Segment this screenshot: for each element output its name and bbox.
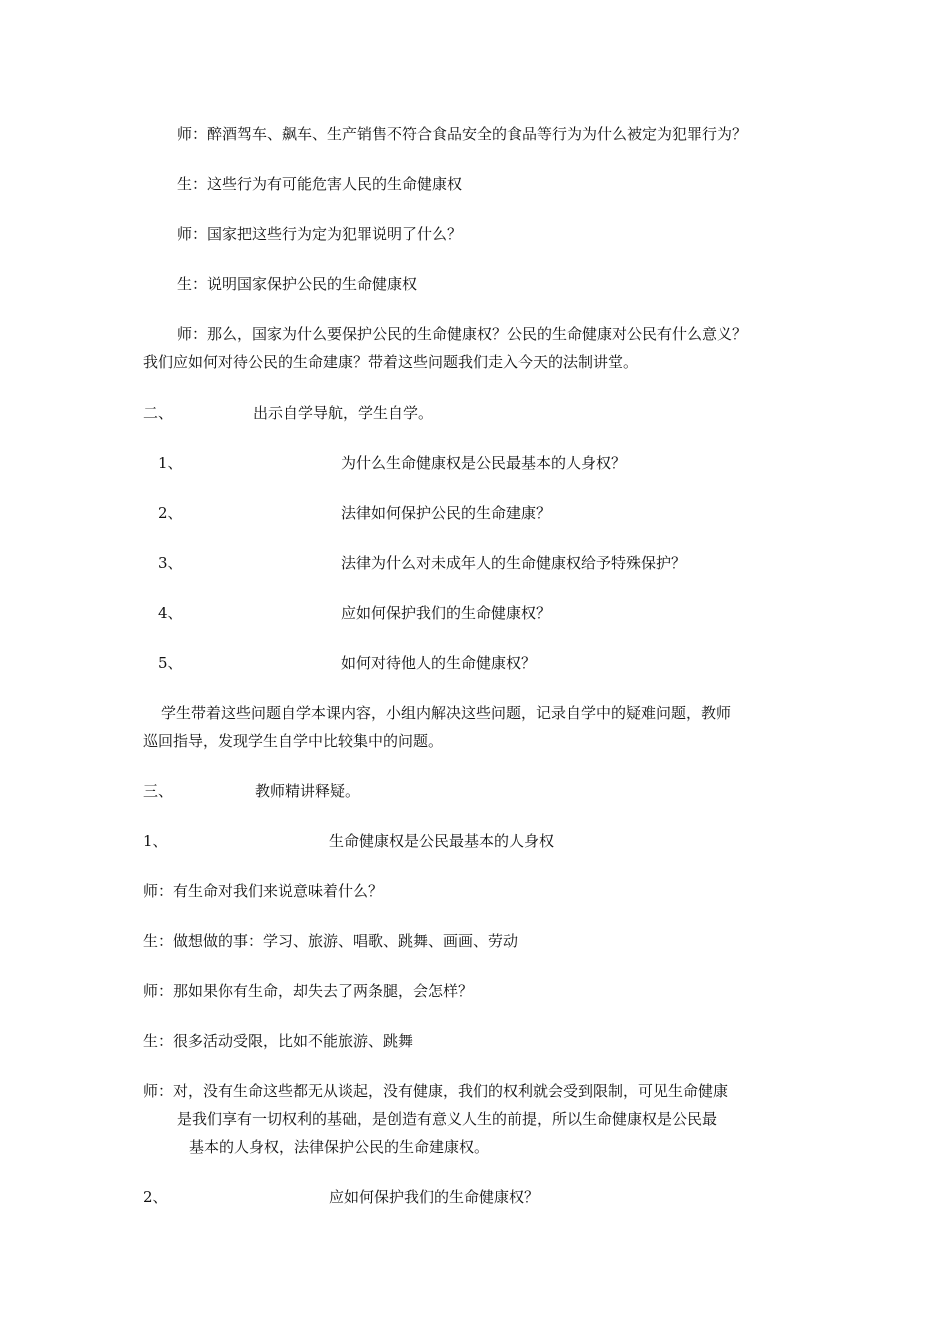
nav-item-4-number: 4、	[158, 604, 183, 622]
section3-sub2-title: 应如何保护我们的生命健康权？	[329, 1188, 540, 1206]
dialogue-line-3: 师：那如果你有生命，却失去了两条腿，会怎样？	[143, 982, 474, 1000]
section2-title: 出示自学导航，学生自学。	[253, 404, 434, 422]
nav-item-2-text: 法律如何保护公民的生命建康？	[341, 504, 552, 522]
section3-title: 教师精讲释疑。	[255, 782, 361, 800]
intro-line-5: 师：那么，国家为什么要保护公民的生命健康权？公民的生命健康对公民有什么意义？	[177, 325, 748, 343]
section3-number: 三、	[143, 782, 174, 800]
dialogue-line-2: 生：做想做的事：学习、旅游、唱歌、跳舞、画画、劳动	[143, 932, 519, 950]
section2-number: 二、	[143, 404, 174, 422]
nav-item-4-text: 应如何保护我们的生命健康权？	[341, 604, 552, 622]
nav-item-2-number: 2、	[158, 504, 183, 522]
section3-sub1-number: 1、	[143, 832, 168, 850]
nav-item-5-text: 如何对待他人的生命健康权？	[341, 654, 537, 672]
intro-line-3: 师：国家把这些行为定为犯罪说明了什么？	[177, 225, 463, 243]
self-study-para-line-2: 巡回指导，发现学生自学中比较集中的问题。	[143, 732, 444, 750]
dialogue-line-4: 生：很多活动受限，比如不能旅游、跳舞	[143, 1032, 414, 1050]
conclusion-line-1: 师：对，没有生命这些都无从谈起，没有健康，我们的权利就会受到限制，可见生命健康	[143, 1082, 729, 1100]
self-study-para-line-1: 学生带着这些问题自学本课内容，小组内解决这些问题，记录自学中的疑难问题，教师	[161, 704, 732, 722]
nav-item-1-number: 1、	[158, 454, 183, 472]
nav-item-3-text: 法律为什么对未成年人的生命健康权给予特殊保护？	[341, 554, 687, 572]
dialogue-line-1: 师：有生命对我们来说意味着什么？	[143, 882, 384, 900]
intro-line-6: 我们应如何对待公民的生命建康？带着这些问题我们走入今天的法制讲堂。	[143, 353, 639, 371]
intro-line-4: 生：说明国家保护公民的生命健康权	[177, 275, 418, 293]
intro-line-2: 生：这些行为有可能危害人民的生命健康权	[177, 175, 463, 193]
section3-sub1-title: 生命健康权是公民最基本的人身权	[329, 832, 555, 850]
nav-item-3-number: 3、	[158, 554, 183, 572]
conclusion-line-2: 是我们享有一切权利的基础，是创造有意义人生的前提，所以生命健康权是公民最	[177, 1110, 718, 1128]
section3-sub2-number: 2、	[143, 1188, 168, 1206]
intro-line-1: 师：醉酒驾车、飙车、生产销售不符合食品安全的食品等行为为什么被定为犯罪行为？	[177, 125, 748, 143]
nav-item-1-text: 为什么生命健康权是公民最基本的人身权？	[341, 454, 627, 472]
nav-item-5-number: 5、	[158, 654, 183, 672]
conclusion-line-3: 基本的人身权，法律保护公民的生命建康权。	[189, 1138, 490, 1156]
